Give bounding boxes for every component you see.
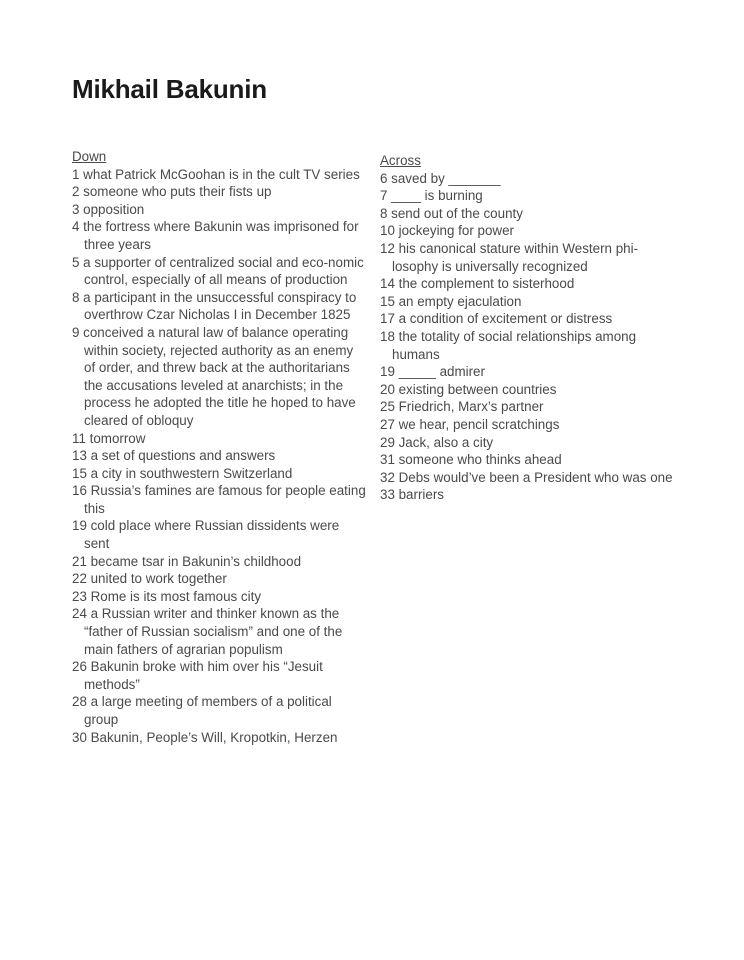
across-clue: 31 someone who thinks ahead xyxy=(380,452,562,468)
down-clue: 5 a supporter of centralized social and eco-nomic control, especially of all means of production xyxy=(72,254,364,288)
down-clue: 23 Rome is its most famous city xyxy=(72,588,262,604)
across-clue: 32 Debs would’ve been a President who was one xyxy=(380,469,673,485)
across-clue: 27 we hear, pencil scratchings xyxy=(380,416,560,432)
down-clue: 4 the fortress where Bakunin was imprisoned for three years xyxy=(72,219,359,252)
across-clue: 14 the complement to sisterhood xyxy=(380,276,575,292)
down-clue: 19 cold place where Russian dissidents were sent xyxy=(72,518,340,552)
across-clue: 20 existing between countries xyxy=(380,381,557,397)
across-heading: Across xyxy=(380,153,421,168)
across-clue: 7 ____ is burning xyxy=(380,188,483,204)
across-clue: 15 an empty ejaculation xyxy=(380,293,522,309)
down-clue: 21 became tsar in Bakunin’s childhood xyxy=(72,553,302,569)
down-clue: 16 Russia’s famines are famous for people eating this xyxy=(72,483,366,516)
down-clue: 1 what Patrick McGoohan is in the cult TV series xyxy=(72,166,360,182)
across-clue: 8 send out of the county xyxy=(380,205,523,221)
across-clue: 33 barriers xyxy=(380,487,445,503)
across-clue: 18 the totality of social relationships among humans xyxy=(380,328,637,362)
across-clue: 12 his canonical stature within Western phi-losophy is universally recognized xyxy=(380,240,639,274)
across-clue: 17 a condition of excitement or distress xyxy=(380,311,613,327)
down-clue: 8 a participant in the unsuccessful conspiracy to overthrow Czar Nicholas I in December 1825 xyxy=(72,289,357,323)
down-clue: 26 Bakunin broke with him over his “Jesuit methods” xyxy=(72,659,323,692)
across-clue: 25 Friedrich, Marx’s partner xyxy=(380,399,544,415)
across-clue: 10 jockeying for power xyxy=(380,223,514,239)
down-clue: 2 someone who puts their fists up xyxy=(72,184,272,200)
page-title: Mikhail Bakunin xyxy=(72,74,267,104)
down-clue: 30 Bakunin, People’s Will, Kropotkin, Herzen xyxy=(72,729,338,745)
down-clue: 13 a set of questions and answers xyxy=(72,448,276,464)
down-clue: 9 conceived a natural law of balance operating within society, rejected authority as an enemy of order, and threw back at the authoritarians the accusations leveled at anarchists; in the process he adopted the title he hoped to have cleared of obloquy xyxy=(72,324,356,428)
down-clue: 15 a city in southwestern Switzerland xyxy=(72,465,293,481)
down-clue: 3 opposition xyxy=(72,201,145,217)
down-clue: 28 a large meeting of members of a political group xyxy=(72,694,332,727)
down-clue: 22 united to work together xyxy=(72,571,227,587)
down-heading: Down xyxy=(72,149,107,164)
down-clue: 11 tomorrow xyxy=(72,430,146,446)
down-clues-column xyxy=(72,148,368,746)
across-clues-column xyxy=(380,152,676,504)
across-clue: 19 _____ admirer xyxy=(380,364,485,380)
across-clue: 6 saved by _______ xyxy=(380,170,501,186)
down-clue: 24 a Russian writer and thinker known as the “father of Russian socialism” and one of the main fathers of agrarian populism xyxy=(72,606,343,657)
across-clue: 29 Jack, also a city xyxy=(380,434,494,450)
